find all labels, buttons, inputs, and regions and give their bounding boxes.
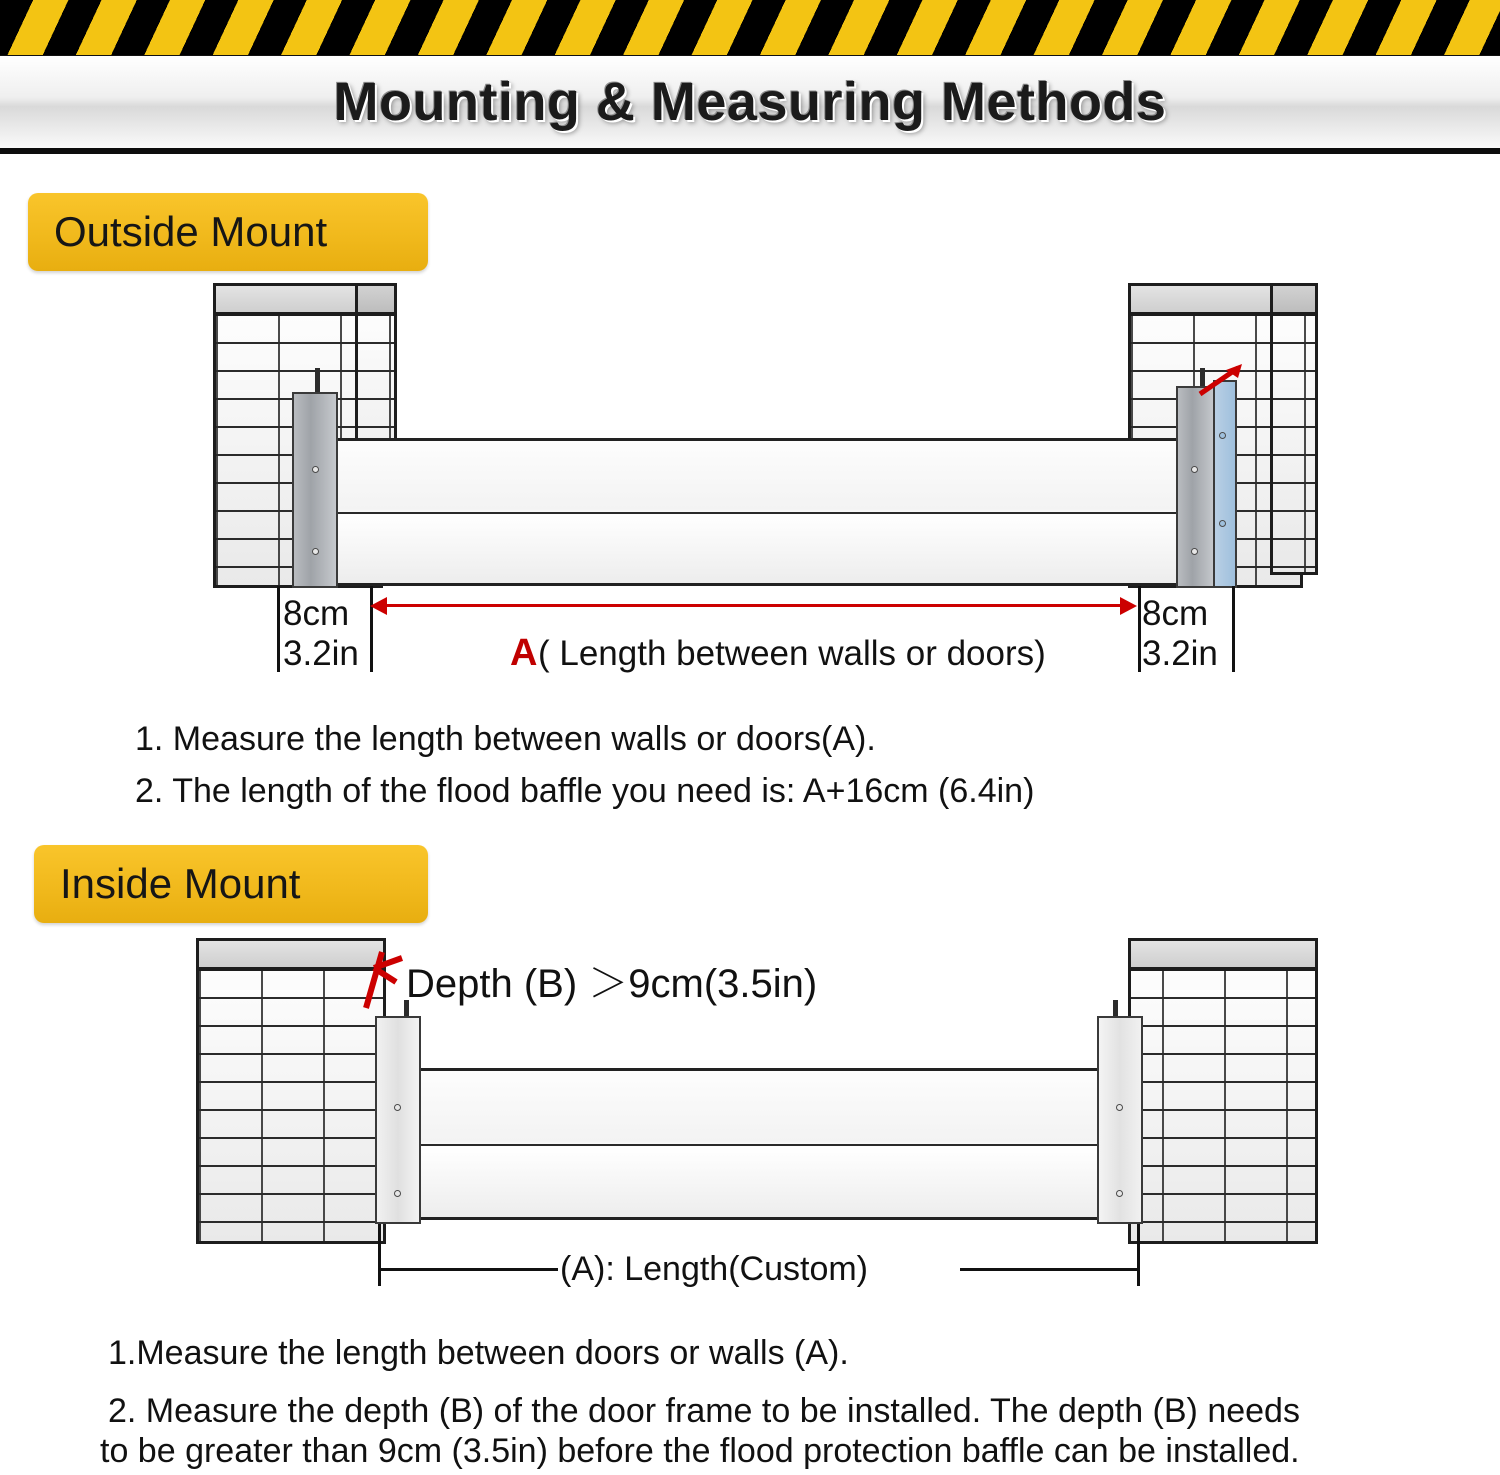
section-label-outside-mount-text: Outside Mount bbox=[54, 208, 328, 255]
right-offset-in-label: 3.2in bbox=[1142, 634, 1218, 673]
screw-icon bbox=[1116, 1190, 1123, 1197]
hazard-stripe-icon bbox=[0, 0, 1500, 58]
red-pointer-arrow-icon bbox=[1196, 362, 1244, 398]
outside-instruction-1: 1. Measure the length between walls or doors(A). bbox=[135, 720, 876, 758]
screw-icon bbox=[1219, 432, 1226, 439]
arrow-left-icon bbox=[370, 597, 387, 615]
screw-icon bbox=[1191, 548, 1198, 555]
right-wall-inside bbox=[1128, 968, 1318, 1244]
span-description-label: ( Length between walls or doors) bbox=[538, 634, 1046, 673]
screw-icon bbox=[312, 548, 319, 555]
depth-requirement-label: Depth (B) ＞9cm(3.5in) bbox=[406, 962, 818, 1006]
panel-seam bbox=[336, 512, 1180, 514]
dimension-tick-inside-right bbox=[1137, 1224, 1140, 1286]
screw-icon bbox=[312, 466, 319, 473]
right-offset-cm-label: 8cm bbox=[1142, 594, 1209, 633]
section-label-inside-mount bbox=[34, 845, 428, 923]
arrow-right-icon bbox=[1120, 597, 1137, 615]
span-dimension-line-inside-left bbox=[378, 1268, 558, 1271]
screw-icon bbox=[394, 1104, 401, 1111]
left-offset-cm-label: 8cm bbox=[283, 594, 350, 633]
right-wall-top-inside bbox=[1128, 938, 1318, 970]
screw-icon bbox=[1116, 1104, 1123, 1111]
screw-icon bbox=[1219, 520, 1226, 527]
right-bracket-outside bbox=[1176, 386, 1216, 588]
inside-span-label: (A): Length(Custom) bbox=[560, 1250, 868, 1288]
dimension-tick-inside-left bbox=[378, 1224, 381, 1286]
dimension-tick-right-inner bbox=[1138, 586, 1141, 672]
page-title: Mounting & Measuring Methods bbox=[333, 72, 1167, 132]
screw-icon bbox=[1191, 466, 1198, 473]
screw-icon bbox=[394, 1190, 401, 1197]
span-dimension-line-inside-right bbox=[960, 1268, 1138, 1271]
dimension-tick-right-outer bbox=[1232, 586, 1235, 672]
left-bracket-outside bbox=[292, 392, 338, 588]
dimension-tick-left-outer bbox=[277, 586, 280, 672]
right-wall-side-outside bbox=[1270, 313, 1318, 575]
section-label-inside-mount-text: Inside Mount bbox=[60, 860, 301, 907]
left-offset-in-label: 3.2in bbox=[283, 634, 359, 673]
panel-seam bbox=[411, 1144, 1105, 1146]
inside-instruction-3: to be greater than 9cm (3.5in) before the flood protection baffle can be installed. bbox=[100, 1432, 1300, 1470]
inside-instruction-2: 2. Measure the depth (B) of the door frame to be installed. The depth (B) needs bbox=[108, 1392, 1300, 1430]
brick-texture bbox=[1131, 971, 1315, 1241]
right-bracket-seal-outside bbox=[1213, 380, 1237, 588]
right-wall-top-side-outside bbox=[1270, 283, 1318, 315]
header-banner bbox=[0, 0, 1500, 162]
span-marker-a-label: A bbox=[510, 632, 538, 674]
section-label-outside-mount bbox=[28, 193, 428, 271]
left-wall-top-side-outside bbox=[355, 283, 397, 315]
span-dimension-line-outside bbox=[384, 604, 1122, 607]
inside-instruction-1: 1.Measure the length between doors or walls (A). bbox=[108, 1334, 849, 1372]
outside-instruction-2: 2. The length of the flood baffle you need is: A+16cm (6.4in) bbox=[135, 772, 1035, 810]
brick-texture bbox=[1273, 316, 1315, 572]
title-plate bbox=[0, 56, 1500, 154]
